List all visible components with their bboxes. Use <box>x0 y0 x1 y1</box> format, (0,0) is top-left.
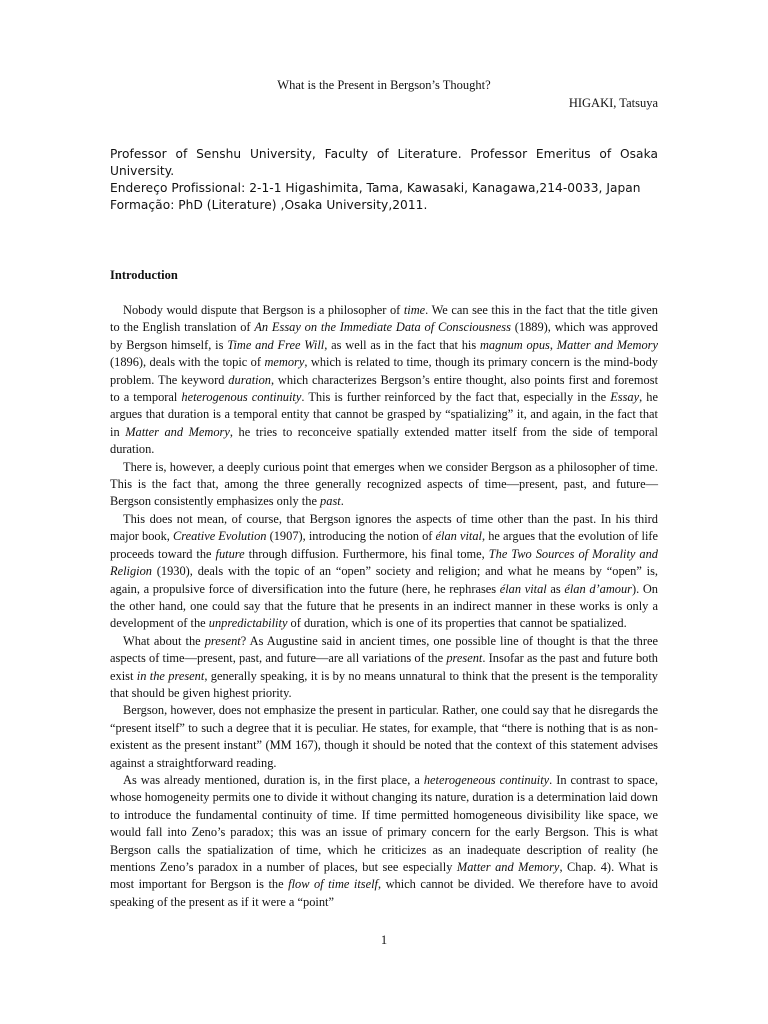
text-run: , generally speaking, it is by no means unnatural to think that the present is the temporality that should be given highest priority. <box>110 668 659 700</box>
italic-run: future <box>215 546 245 561</box>
text-run: Nobody would dispute that Bergson is a philosopher of <box>123 303 404 317</box>
italic-run: heterogenous continuity <box>181 390 302 405</box>
italic-run: Time and Free Will <box>227 337 325 352</box>
text-run: , he argues that duration is a temporal entity that cannot be grasped by “spatializing” it, and again, in the fact that in <box>110 390 658 439</box>
text-run: As was already mentioned, duration is, in the first place, a <box>123 772 424 787</box>
text-run: ). On the other hand, one could say that the future that he presents in an indirect manner in these works is only a development of the <box>110 581 659 631</box>
italic-run: Essay <box>610 390 640 405</box>
text-run: , he tries to reconceive spatially extended matter itself from the side of temporal duration. <box>110 424 658 457</box>
body-paragraph <box>110 459 658 511</box>
section-heading: Introduction <box>110 268 178 282</box>
body-paragraph <box>110 633 658 703</box>
text-run: , which characterizes Bergson’s entire thought, also points first and foremost to a temporal <box>110 372 659 405</box>
text-run: , <box>549 337 557 352</box>
italic-run: time <box>403 303 426 317</box>
text-run: , Chap. 4). What is most important for Bergson is the <box>110 860 658 892</box>
italic-run: Matter and Memory <box>125 424 230 439</box>
text-run: as <box>546 581 565 596</box>
text-run: . <box>340 494 344 509</box>
body-paragraph <box>110 302 658 459</box>
text-run: , which cannot be divided. We therefore have to avoid speaking of the present as if it were a “point” <box>110 877 658 909</box>
affiliation-address: Endereço Profissional: 2-1-1 Higashimita, Tama, Kawasaki, Kanagawa,214-0033, Japan <box>110 181 641 195</box>
italic-run: Matter and Memory <box>556 337 659 352</box>
text-run: through diffusion. Furthermore, his final tome, <box>244 546 489 561</box>
italic-run: heterogeneous continuity <box>423 772 550 787</box>
text-run: . In contrast to space, whose homogeneity permits one to divide it without changing its nature, duration is a determination laid down to introduce the fundamental continuity of time. If time permitted homogeneous divisibility like space, we would fall into Zeno’s paradox; this was an issue of primary concern for the early Bergson. This is what Bergson calls the spatialization of time, which he criticizes as an inadequate description of reality (he mentions Zeno’s paradox in a number of places, but see especially <box>110 772 658 874</box>
author-name: HIGAKI, Tatsuya <box>568 96 658 110</box>
italic-run: Matter and Memory <box>456 860 560 874</box>
body-paragraph <box>110 772 658 911</box>
text-run: , as well as in the fact that his <box>324 337 480 352</box>
italic-run: élan vital <box>435 529 482 544</box>
text-run: (1907), introducing the notion of <box>266 529 436 544</box>
italic-run: duration <box>228 372 271 387</box>
body-text <box>110 302 658 911</box>
italic-run: unpredictability <box>208 616 288 631</box>
text-run: . Insofar as the past and future both exist <box>110 651 658 683</box>
text-run: This does not mean, of course, that Bergson ignores the aspects of time other than the past. In his third major book, <box>110 511 658 544</box>
italic-run: élan vital <box>499 581 547 596</box>
italic-run: An Essay on the Immediate Data of Consciousness <box>254 320 511 335</box>
italic-run: Creative Evolution <box>173 529 267 544</box>
text-run: . We can see this in the fact that the title given to the English translation of <box>110 303 658 335</box>
italic-run: present <box>204 633 241 648</box>
italic-run: élan d’amour <box>564 581 632 596</box>
text-run: of duration, which is one of its properties that cannot be spatialized. <box>287 616 627 631</box>
italic-run: past <box>320 494 341 509</box>
text-run: What about the <box>123 633 205 648</box>
text-run: There is, however, a deeply curious point that emerges when we consider Bergson as a philosopher of time. This is the fact that, among the three generally recognized aspects of time—present, past, and future—Bergson consistently emphasizes only the <box>110 459 658 509</box>
italic-run: flow of time itself <box>288 877 378 892</box>
italic-run: memory <box>264 355 305 370</box>
affiliation-position: Professor of Senshu University, Faculty of Literature. Professor Emeritus of Osaka University. <box>110 147 658 178</box>
text-run: . This is further reinforced by the fact that, especially in the <box>301 390 611 405</box>
paper-title: What is the Present in Bergson’s Thought? <box>277 78 491 92</box>
text-run: Bergson, however, does not emphasize the present in particular. Rather, one could say that he disregards the “present itself” to such a degree that it is peculiar. He states, for example, that “there is nothing that is as non-existent as the present instant” (MM 167), though it should be noted that the context of this statement advises against a straightforward reading. <box>110 703 658 770</box>
text-run: , which is related to time, though its primary concern is the mind-body problem. The keyword <box>110 355 658 387</box>
author-affiliation <box>110 146 658 214</box>
text-run: (1930), deals with the topic of an “open” society and religion; and what he means by “open” is, again, a propulsive force of diversification into the future (here, he rephrases <box>110 564 658 596</box>
body-paragraph <box>110 702 658 772</box>
text-run: ? As Augustine said in ancient times, one possible line of thought is that the three aspects of time—present, past, and future—are all variations of the <box>110 633 658 666</box>
text-run: (1896), deals with the topic of <box>110 355 265 370</box>
text-run: (1889), which was approved by Bergson himself, is <box>110 320 658 352</box>
page-number: 1 <box>380 933 388 947</box>
italic-run: magnum opus <box>479 337 550 352</box>
body-paragraph <box>110 511 658 633</box>
italic-run: present <box>446 651 483 666</box>
affiliation-degree: Formação: PhD (Literature) ,Osaka University,2011. <box>110 198 428 212</box>
italic-run: The Two Sources of Morality and Religion <box>110 546 658 579</box>
italic-run: in the present <box>136 668 205 683</box>
text-run: , he argues that the evolution of life proceeds toward the <box>110 529 659 561</box>
